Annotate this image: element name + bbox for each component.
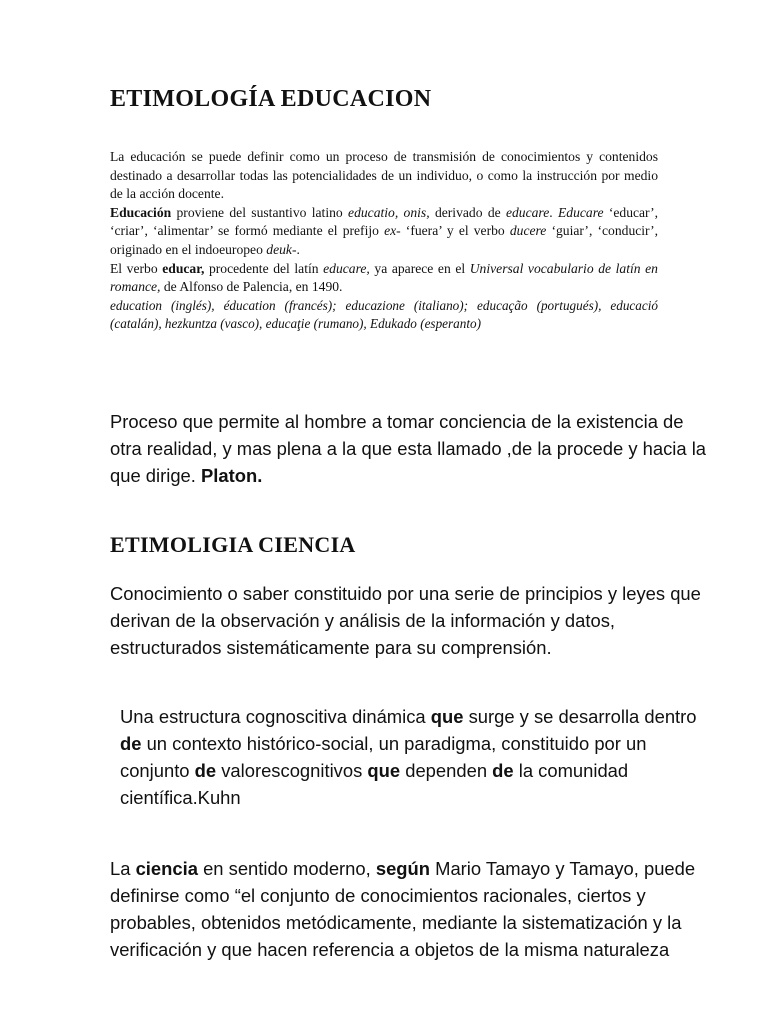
- tamayo-paragraph: [110, 855, 730, 963]
- bold-word: que: [430, 706, 464, 727]
- quote-text: Proceso que permite al hombre a tomar conciencia de la existencia de otra realidad, y mas plena a la que esta llamado ,de la procede y hacia la que dirige.: [110, 411, 707, 486]
- text-run: un contexto histórico-social, un paradigma, constituido por un: [141, 733, 647, 754]
- quote-author: Platon.: [201, 465, 263, 486]
- ciencia-definition: Conocimiento o saber constituido por una serie de principios y leyes que derivan de la observación y análisis de la información y datos, estructurados sistemáticamente para su comprensión.: [110, 583, 701, 658]
- latin-term: Educare: [557, 204, 604, 220]
- text-run: ‘fuera’ y el verbo: [400, 223, 510, 239]
- section-title-ciencia: ETIMOLIGIA CIENCIA: [110, 532, 356, 557]
- text-run: El verbo: [110, 260, 163, 276]
- kuhn-quote: [120, 703, 720, 811]
- text-run: Una estructura cognoscitiva dinámica: [120, 706, 431, 727]
- origin-paragraph: [110, 204, 658, 260]
- text-run: surge y se desarrolla dentro: [463, 706, 697, 727]
- latin-term: educatio, onis,: [348, 204, 430, 220]
- text-run: en sentido moderno,: [197, 858, 376, 879]
- bold-word: que: [367, 760, 401, 781]
- text-run: procedente del latín: [204, 260, 324, 276]
- text-run: La: [110, 858, 136, 879]
- platon-quote: [110, 408, 710, 489]
- text-run: ya aparece en el: [369, 260, 470, 276]
- etymology-block: [110, 148, 658, 334]
- bold-word: según: [375, 858, 431, 879]
- text-run: ‘educar’, ‘criar’, ‘alimentar’ se formó mediante el prefijo: [110, 204, 659, 239]
- latin-term: ducere: [509, 223, 547, 239]
- text-run: dependen: [400, 760, 493, 781]
- term-educar: educar,: [162, 260, 205, 276]
- latin-term: deuk-: [266, 241, 297, 257]
- text-run: .: [549, 204, 558, 220]
- latin-term: ex-: [384, 223, 401, 239]
- latin-term: educare: [505, 204, 550, 220]
- text-run: de Alfonso de Palencia, en 1490.: [160, 279, 343, 295]
- section-title-educacion: ETIMOLOGÍA EDUCACION: [110, 86, 432, 112]
- text-run: ‘guiar’, ‘conducir’, originado en el indoeuropeo: [110, 223, 659, 257]
- text-run: valorescognitivos: [216, 760, 368, 781]
- text-run: la comunidad científica.Kuhn: [120, 760, 629, 808]
- verb-paragraph: [110, 260, 658, 297]
- book-title: Universal vocabulario de latín en romance,: [110, 260, 658, 295]
- term-educacion: Educación: [110, 204, 172, 220]
- translations-list: education (inglés), éducation (francés); educazione (italiano); educação (portugués), educació (catalán), hezkuntza (vasco), educaţie (rumano), Edukado (esperanto): [110, 297, 658, 332]
- translations-paragraph: [110, 297, 658, 334]
- text-run: conjunto: [120, 760, 195, 781]
- text-run: derivado de: [429, 204, 506, 220]
- latin-term: educare,: [323, 260, 370, 276]
- bold-word: de: [492, 760, 514, 781]
- definition-paragraph: La educación se puede definir como un proceso de transmisión de conocimientos y contenidos destinado a desarrollar todas las potencialidades de un individuo, o como la instrucción por medio de la acción docente.: [110, 149, 658, 202]
- text-run: .: [296, 241, 300, 257]
- text-run: Mario Tamayo y Tamayo, puede definirse como “el conjunto de conocimientos racionales, ciertos y probables, obtenidos metódicamente, mediante la sistematización y la verificación y que hacen referencia a objetos de la misma naturaleza: [110, 858, 696, 960]
- bold-word: de: [194, 760, 217, 781]
- text-run: proviene del sustantivo latino: [171, 204, 349, 220]
- bold-word: ciencia: [135, 858, 198, 879]
- bold-word: de: [120, 733, 142, 754]
